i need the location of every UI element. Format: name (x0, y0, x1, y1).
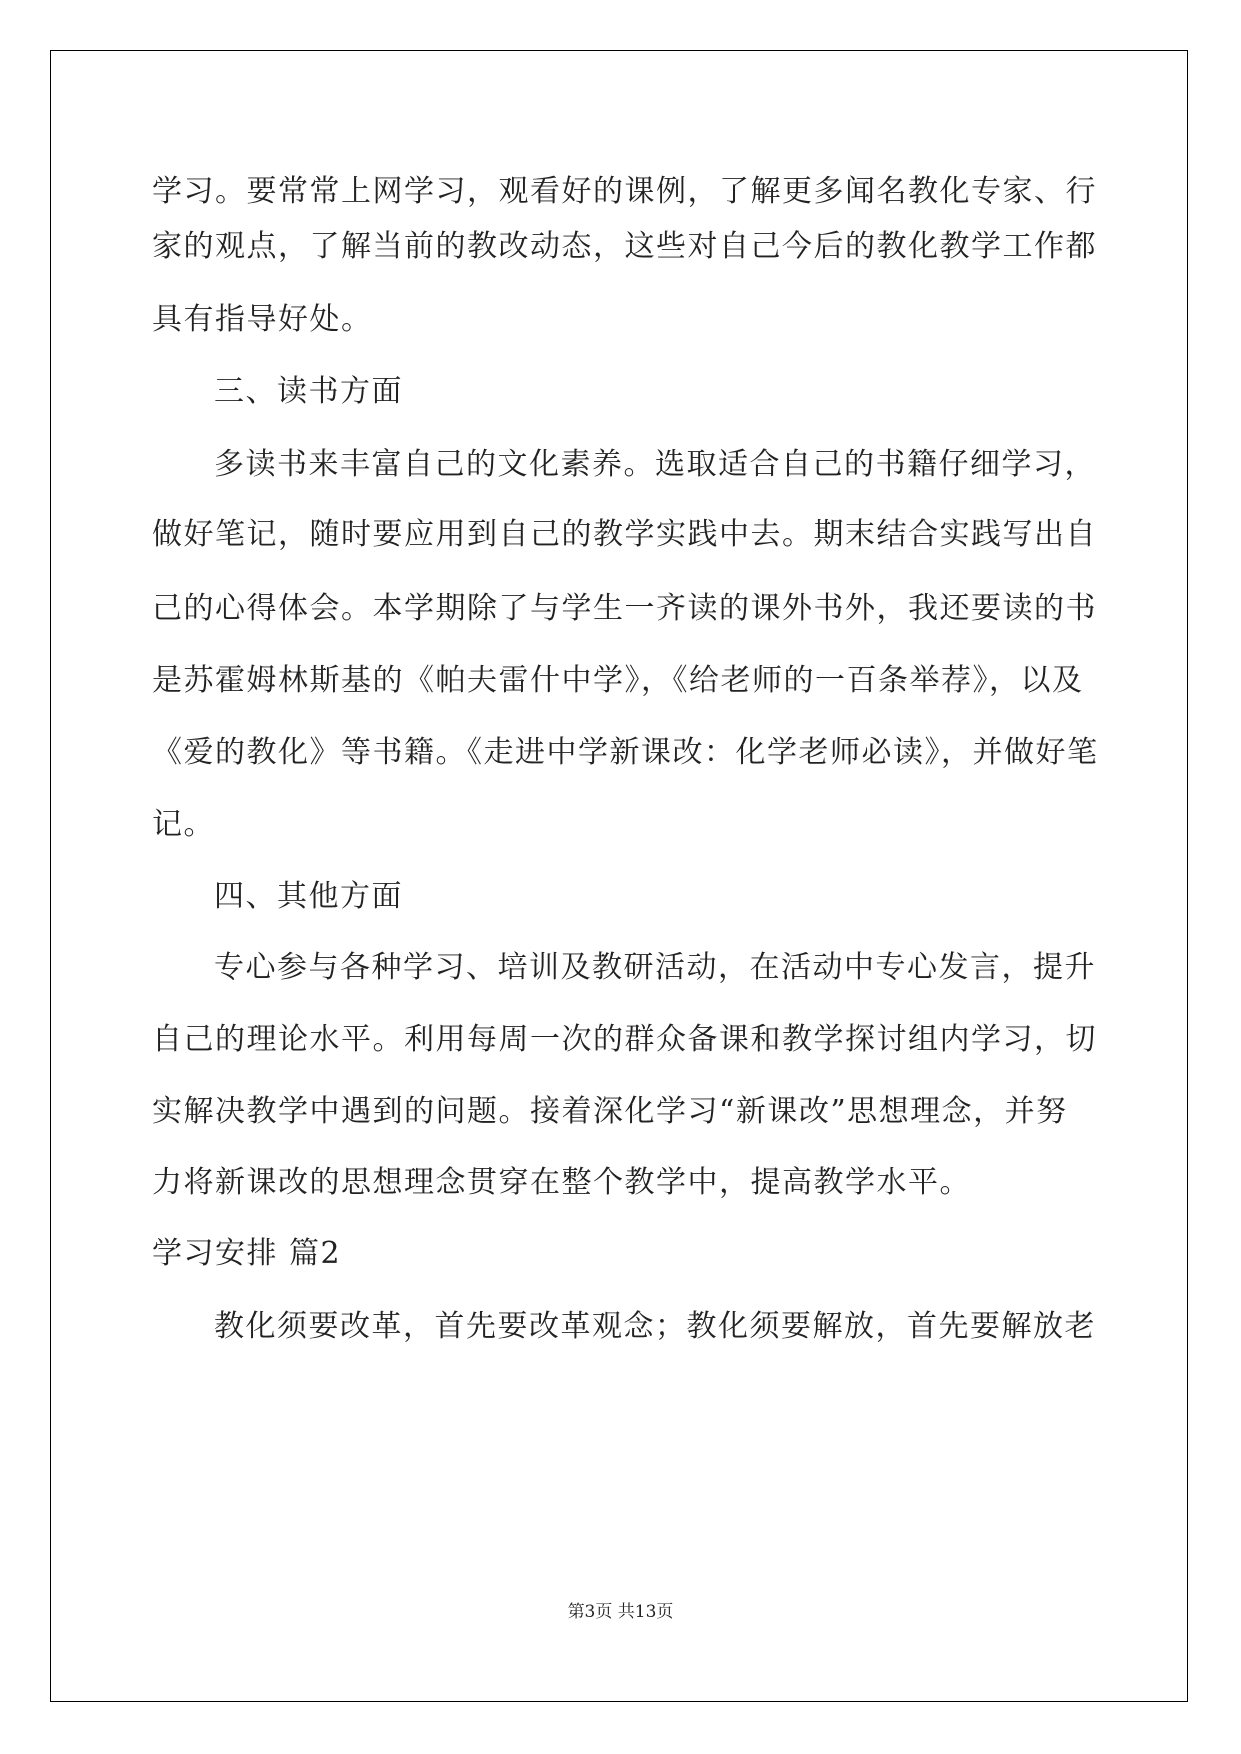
text-line: 实解决教学中遇到的问题。接着深化学习“新课改”思想理念，并努 (152, 1094, 1068, 1129)
text-line: 具有指导好处。 (152, 302, 373, 337)
section-heading: 三、读书方面 (214, 374, 403, 409)
text-line: 己的心得体会。本学期除了与学生一齐读的课外书外，我还要读的书 (152, 591, 1097, 626)
text-line: 自己的理论水平。利用每周一次的群众备课和教学探讨组内学习，切 (152, 1022, 1097, 1057)
article-heading: 学习安排 篇2 (152, 1236, 342, 1271)
page-border (50, 50, 1188, 1702)
text-line: 学习。要常常上网学习，观看好的课例，了解更多闻名教化专家、行 (152, 174, 1097, 209)
text-line: 《爱的教化》等书籍。《走进中学新课改：化学老师必读》，并做好笔 (152, 735, 1099, 770)
text-line: 做好笔记，随时要应用到自己的教学实践中去。期末结合实践写出自 (152, 517, 1097, 552)
text-line: 多读书来丰富自己的文化素养。选取适合自己的书籍仔细学习， (214, 447, 1096, 482)
text-line: 是苏霍姆林斯基的《帕夫雷什中学》，《给老师的一百条举荐》，以及 (152, 663, 1084, 698)
text-line: 专心参与各种学习、培训及教研活动，在活动中专心发言，提升 (214, 950, 1096, 985)
section-heading: 四、其他方面 (214, 879, 403, 914)
text-line: 教化须要改革，首先要改革观念；教化须要解放，首先要解放老 (214, 1309, 1096, 1344)
text-line: 家的观点，了解当前的教改动态，这些对自己今后的教化教学工作都 (152, 229, 1097, 264)
page-footer: 第3页 共13页 (567, 1602, 674, 1622)
text-line: 记。 (152, 807, 215, 842)
text-line: 力将新课改的思想理念贯穿在整个教学中，提高教学水平。 (152, 1165, 971, 1200)
